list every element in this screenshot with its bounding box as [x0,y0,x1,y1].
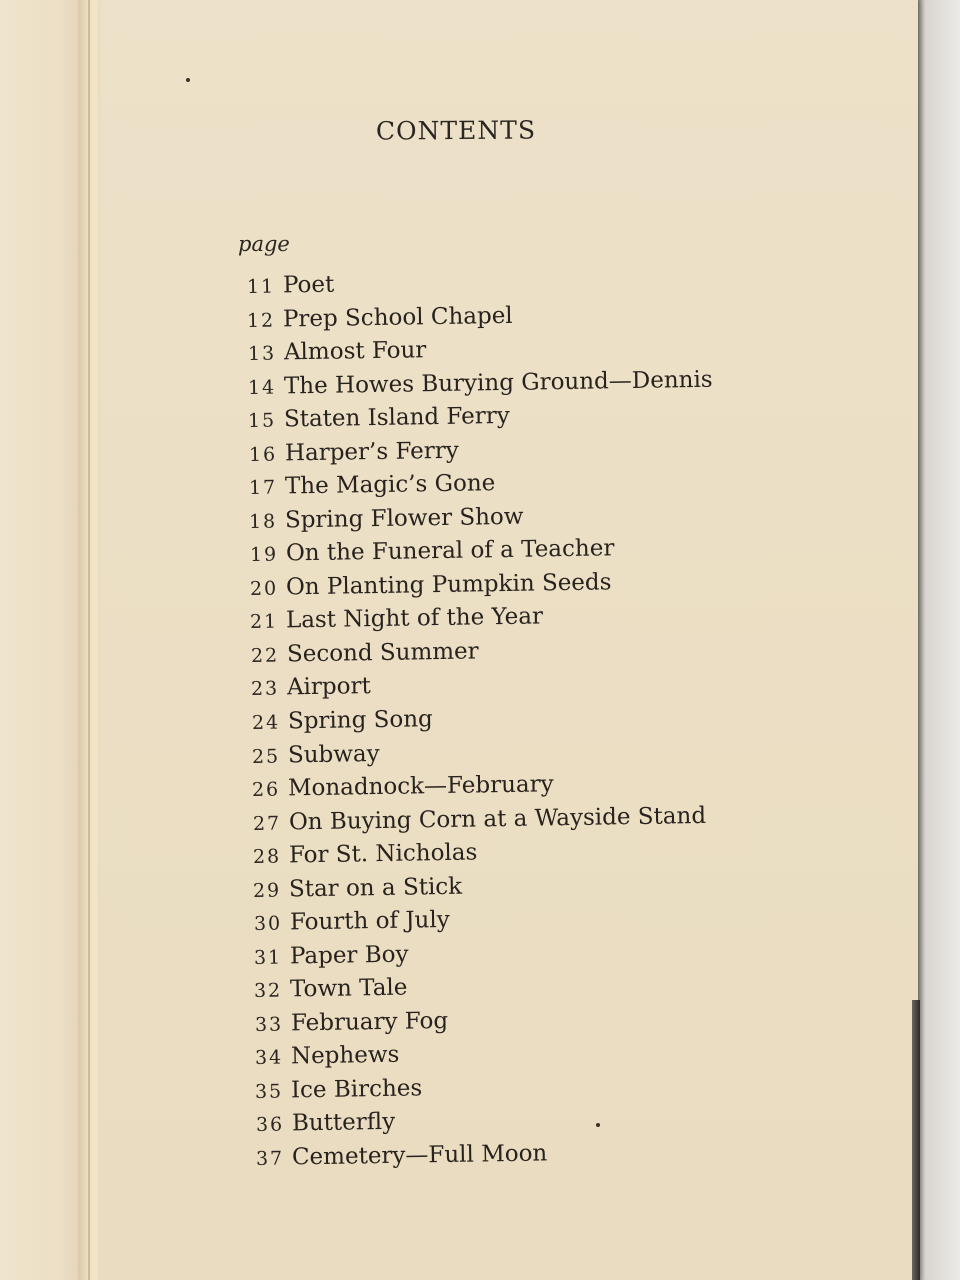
toc-page-number: 13 [247,342,277,366]
toc-page-number: 36 [255,1114,284,1137]
toc-title: Harper’s Ferry [284,437,459,467]
toc-page-number: 34 [254,1046,284,1070]
toc-title: Fourth of July [289,907,450,936]
toc-title: The Magic’s Gone [284,470,496,500]
toc-title: Spring Song [287,706,433,735]
toc-title: Airport [286,673,372,701]
toc-page-number: 37 [255,1147,285,1170]
toc-title: Ice Birches [291,1075,423,1104]
toc-page-number: 26 [251,778,281,802]
toc-page-number: 17 [248,476,278,500]
toc-entry [252,741,380,773]
toc-entry [253,873,463,906]
toc-title: Paper Boy [289,941,409,970]
toc-title: Almost Four [283,337,427,366]
toc-title: Last Night of the Year [286,603,544,634]
toc-page-number: 35 [255,1080,284,1103]
toc-page-number: 12 [247,309,276,332]
toc-entry [250,536,615,572]
toc-title: Spring Flower Show [285,503,525,534]
toc-title: February Fog [290,1007,448,1037]
contents-heading: CONTENTS [375,115,537,146]
toc-entry [254,975,408,1007]
toc-page-number: 31 [253,946,283,969]
toc-title: Star on a Stick [288,873,463,903]
toc-entry [248,403,510,437]
toc-title: Butterfly [291,1109,395,1137]
toc-entry [253,907,449,940]
toc-title: Nephews [290,1042,400,1070]
toc-entry [247,272,335,303]
toc-page-number: 21 [250,610,279,634]
toc-title: On the Funeral of a Teacher [285,535,615,567]
toc-page-number: 29 [253,879,282,902]
toc-entry [251,638,479,672]
toc-page-number: 14 [247,376,277,399]
toc-entry [255,1075,423,1108]
toc-page-number: 25 [251,745,281,768]
toc-title: The Howes Burying Ground—Dennis [283,366,713,400]
toc-title: For St. Nicholas [288,839,478,869]
toc-title: Second Summer [286,638,479,668]
toc-entry [254,1008,448,1041]
toc-entry [252,771,554,806]
toc-page-number: 28 [252,845,282,869]
toc-page-number: 15 [248,409,277,433]
toc-page-number: 16 [248,443,278,466]
page-column-label: page [238,232,290,256]
toc-entry [250,604,544,639]
toc-title: Monadnock—February [287,771,554,802]
toc-page-number: 22 [250,644,280,667]
toc-page-number: 24 [251,711,280,734]
toc-entry [251,674,371,706]
toc-title: On Planting Pumpkin Seeds [285,569,612,601]
toc-entry [255,1042,400,1074]
toc-entry [248,437,458,470]
toc-entry [255,1109,395,1141]
toc-entry [249,470,496,504]
toc-page-number: 32 [254,979,283,1003]
toc-page-number: 19 [249,543,279,567]
toc-title: Subway [287,740,380,768]
toc-entry [252,802,706,839]
toc-entry [250,569,612,605]
toc-title: On Buying Corn at a Wayside Stand [288,802,706,836]
toc-page-number: 11 [246,275,276,298]
toc-title: Prep School Chapel [283,302,514,332]
toc-entry [248,366,713,403]
toc-page-number: 27 [252,812,281,835]
toc-page-number: 18 [249,510,278,533]
toc-title: Cemetery—Full Moon [291,1140,548,1171]
toc-page-number: 20 [249,577,279,600]
toc-entry [249,503,524,537]
toc-entry [251,706,432,739]
toc-page-number: 30 [253,912,282,936]
toc-entry [254,941,409,973]
toc-page-number: 23 [250,678,280,701]
toc-title: Staten Island Ferry [284,403,511,433]
toc-title: Town Tale [290,974,408,1003]
toc-entry [256,1140,548,1175]
toc-entry [247,337,426,370]
toc-page-number: 33 [254,1013,283,1036]
toc-entry [253,840,478,874]
toc-entry [247,302,513,336]
toc-title: Poet [282,271,335,299]
